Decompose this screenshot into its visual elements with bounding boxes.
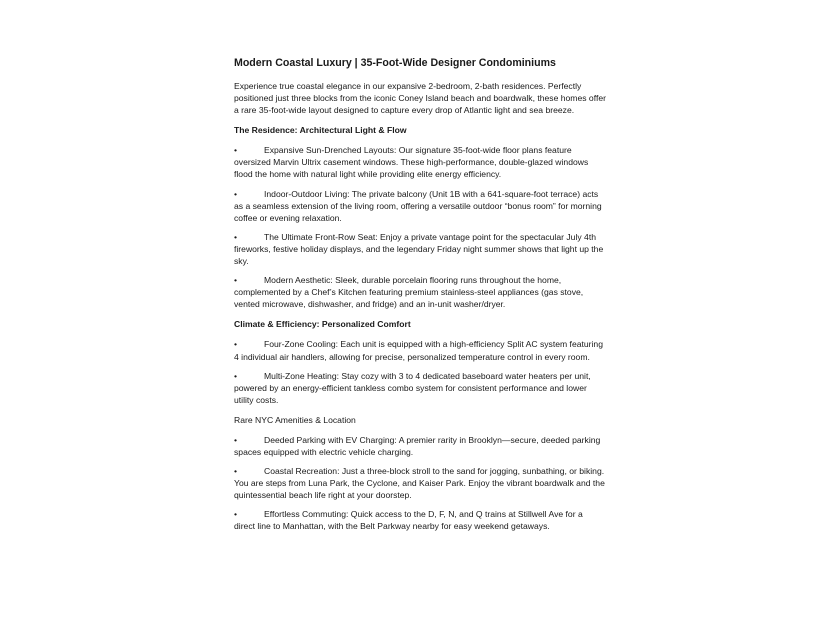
bullet-item [234,188,606,224]
bullet-glyph: • [234,339,238,350]
bullet-item [234,508,606,532]
bullet-text: Coastal Recreation: Just a three-block stroll to the sand for jogging, sunbathing, or biking. You are steps from Luna Park, the Cyclone, and Kaiser Park. Enjoy the vibrant boardwalk and the quintessential beach life right at your doorstep. [234,466,605,501]
document-title: Modern Coastal Luxury | 35-Foot-Wide Designer Condominiums [234,57,556,69]
bullet-text: The Ultimate Front-Row Seat: Enjoy a private vantage point for the spectacular July 4th fireworks, festive holiday displays, and the legendary Friday night summer shows that light up the sky. [234,231,604,267]
section-heading-climate: Climate & Efficiency: Personalized Comfort [234,319,411,330]
bullet-item [234,434,606,458]
bullet-text: Effortless Commuting: Quick access to the D, F, N, and Q trains at Stillwell Ave for a direct line to Manhattan, with the Belt Parkway nearby for easy weekend getaways. [234,509,583,532]
bullet-glyph: • [234,188,238,199]
bullet-text: Modern Aesthetic: Sleek, durable porcelain flooring runs throughout the home, complemented by a Chef’s Kitchen featuring premium stainless-steel appliances (gas stove, vented microwave, dishwasher, and fridge) and an in-unit washer/dryer. [234,275,584,310]
bullet-glyph: • [234,509,238,520]
bullet-item [234,370,606,406]
bullet-glyph: • [234,434,238,445]
bullet-glyph: • [234,145,238,156]
bullet-glyph: • [234,275,238,286]
bullet-item [234,338,606,362]
bullet-text: Multi-Zone Heating: Stay cozy with 3 to 4 dedicated baseboard water heaters per unit, powered by an energy-efficient tankless combo system for consistent performance and lower utility costs. [234,370,591,405]
section-climate [234,318,606,405]
document-page [234,56,606,540]
section-residence [234,124,606,310]
bullet-glyph: • [234,370,238,381]
bullet-glyph: • [234,466,238,477]
bullet-glyph: • [234,231,238,242]
intro-paragraph: Experience true coastal elegance in our expansive 2-bedroom, 2-bath residences. Perfectly positioned just three blocks from the iconic Coney Island beach and boardwalk, these homes offer a rare 35-foot-wide layout designed to capture every drop of Atlantic light and sea breeze. [234,81,606,116]
bullet-item [234,144,606,180]
section-amenities [234,414,606,533]
bullet-item [234,274,606,310]
bullet-text: Four-Zone Cooling: Each unit is equipped with a high-efficiency Split AC system featuring 4 individual air handlers, allowing for precise, personalized temperature control in every room. [234,339,603,362]
bullet-text: Deeded Parking with EV Charging: A premier rarity in Brooklyn—secure, deeded parking spaces equipped with electric vehicle charging. [234,434,601,457]
bullet-text: Expansive Sun-Drenched Layouts: Our signature 35-foot-wide floor plans feature oversized Marvin Ultrix casement windows. These high-performance, double-glazed windows flood the home with natural light while providing elite energy efficiency. [234,145,589,180]
section-heading-residence: The Residence: Architectural Light & Flow [234,125,407,136]
bullet-item [234,231,606,267]
section-heading-amenities: Rare NYC Amenities & Location [234,414,356,425]
bullet-text: Indoor-Outdoor Living: The private balcony (Unit 1B with a 641-square-foot terrace) acts as a seamless extension of the living room, offering a versatile outdoor “bonus room” for morning coffee or evening relaxation. [234,188,602,223]
bullet-item [234,465,606,501]
